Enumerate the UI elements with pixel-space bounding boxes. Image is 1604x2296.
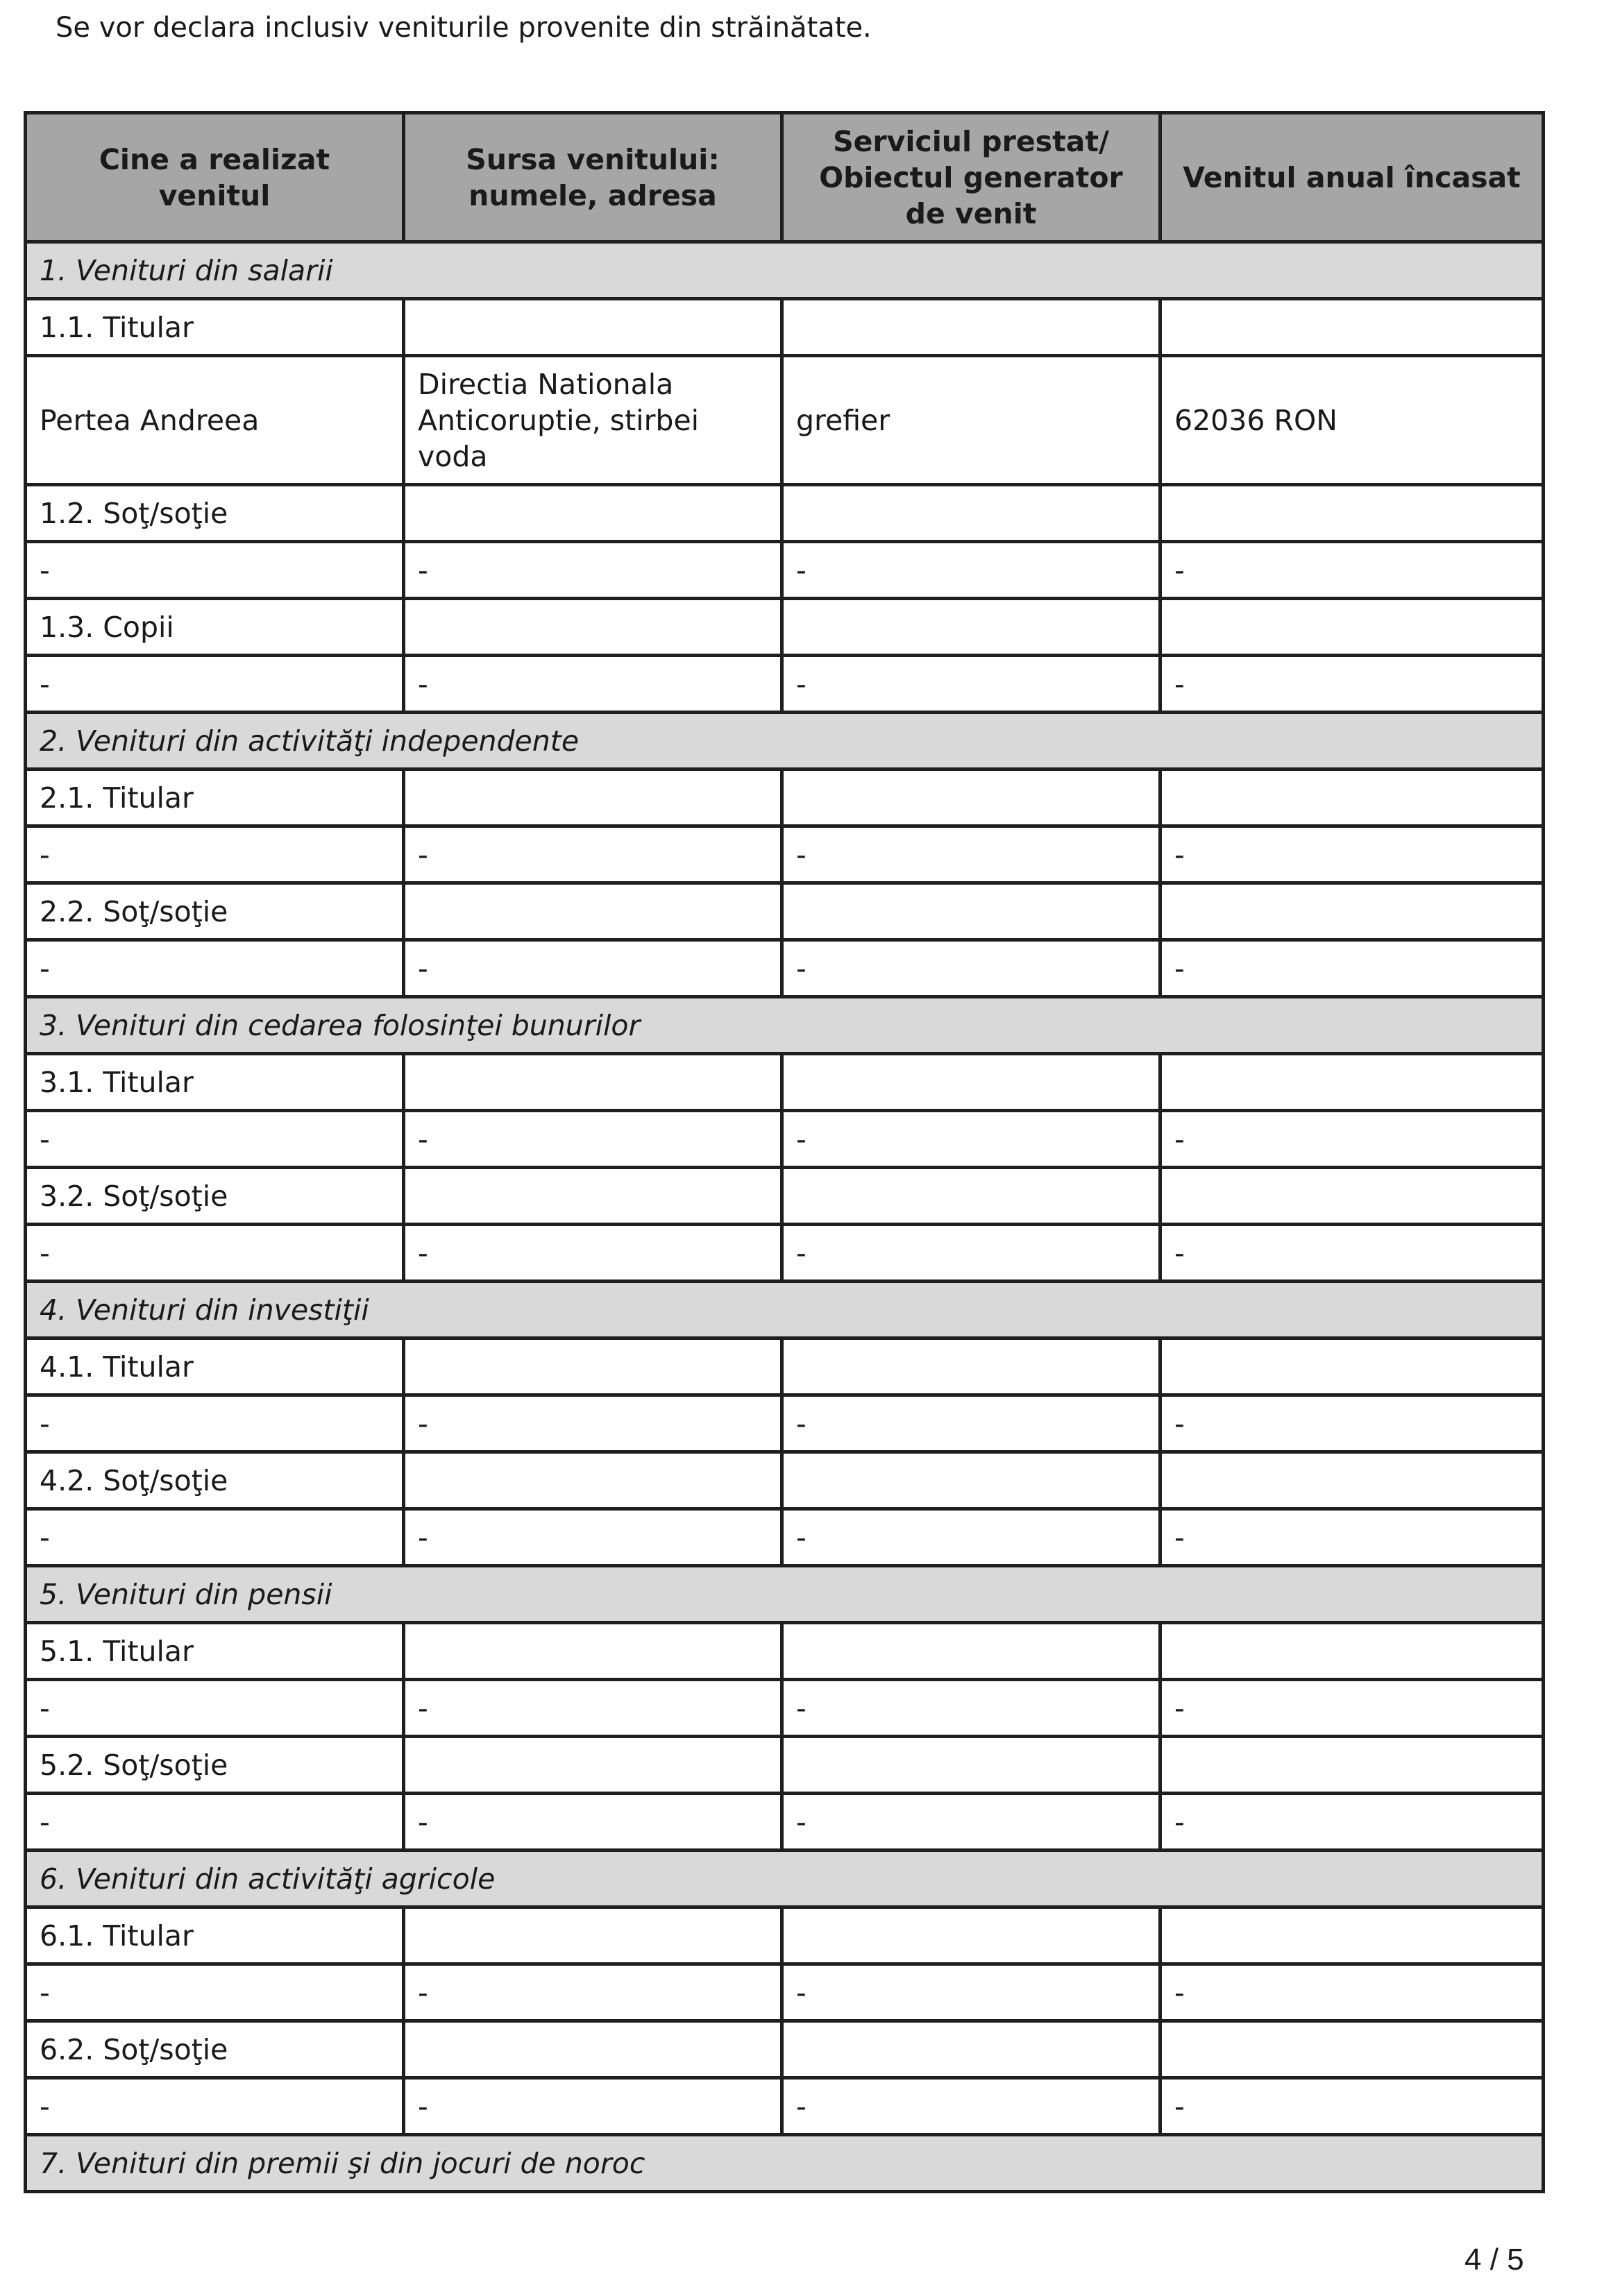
section-label: 2. Venituri din activităţi independente bbox=[26, 713, 1544, 769]
section-label: 4. Venituri din investiţii bbox=[26, 1282, 1544, 1338]
cell-source bbox=[404, 883, 782, 940]
cell-service: - bbox=[782, 1680, 1160, 1737]
table-row bbox=[26, 1225, 1544, 1282]
cell-service bbox=[782, 485, 1160, 542]
table-row bbox=[26, 1338, 1544, 1395]
table-row bbox=[26, 1737, 1544, 1794]
table-row bbox=[26, 2078, 1544, 2135]
cell-income: - bbox=[1160, 2078, 1544, 2135]
table-row bbox=[26, 1054, 1544, 1111]
cell-service bbox=[782, 299, 1160, 356]
cell-income bbox=[1160, 485, 1544, 542]
cell-income: - bbox=[1160, 940, 1544, 997]
cell-who: - bbox=[26, 542, 404, 599]
cell-source bbox=[404, 485, 782, 542]
cell-income bbox=[1160, 599, 1544, 656]
cell-income: - bbox=[1160, 1509, 1544, 1566]
cell-income: - bbox=[1160, 826, 1544, 883]
cell-who: 1.3. Copii bbox=[26, 599, 404, 656]
cell-who: 5.2. Soţ/soţie bbox=[26, 1737, 404, 1794]
section-label: 7. Venituri din premii şi din jocuri de noroc bbox=[26, 2135, 1544, 2192]
table-row bbox=[26, 1168, 1544, 1225]
cell-income bbox=[1160, 1907, 1544, 1964]
cell-who: - bbox=[26, 2078, 404, 2135]
cell-who: - bbox=[26, 1395, 404, 1452]
section-row bbox=[26, 997, 1544, 1054]
section-label: 3. Venituri din cedarea folosinţei bunurilor bbox=[26, 997, 1544, 1054]
cell-service: - bbox=[782, 940, 1160, 997]
table-row bbox=[26, 485, 1544, 542]
cell-source: - bbox=[404, 1395, 782, 1452]
cell-who: - bbox=[26, 940, 404, 997]
cell-who: Pertea Andreea bbox=[26, 356, 404, 485]
cell-who: - bbox=[26, 1509, 404, 1566]
table-row bbox=[26, 940, 1544, 997]
section-label: 1. Venituri din salarii bbox=[26, 242, 1544, 299]
cell-who: 5.1. Titular bbox=[26, 1623, 404, 1680]
table-row bbox=[26, 1623, 1544, 1680]
table-row bbox=[26, 656, 1544, 713]
cell-income: 62036 RON bbox=[1160, 356, 1544, 485]
cell-source bbox=[404, 1907, 782, 1964]
cell-who: 6.1. Titular bbox=[26, 1907, 404, 1964]
table-row bbox=[26, 826, 1544, 883]
cell-service bbox=[782, 769, 1160, 826]
cell-source: - bbox=[404, 656, 782, 713]
cell-income bbox=[1160, 1168, 1544, 1225]
cell-source: Directia Nationala Anticoruptie, stirbei voda bbox=[404, 356, 782, 485]
cell-income bbox=[1160, 1338, 1544, 1395]
cell-who: 1.2. Soţ/soţie bbox=[26, 485, 404, 542]
table-row bbox=[26, 599, 1544, 656]
cell-source: - bbox=[404, 2078, 782, 2135]
cell-income bbox=[1160, 1737, 1544, 1794]
cell-source bbox=[404, 1338, 782, 1395]
page-number: 4 / 5 bbox=[1464, 2243, 1524, 2277]
cell-service: - bbox=[782, 826, 1160, 883]
cell-service bbox=[782, 1168, 1160, 1225]
cell-income: - bbox=[1160, 1680, 1544, 1737]
cell-who: 4.2. Soţ/soţie bbox=[26, 1452, 404, 1509]
cell-service bbox=[782, 1907, 1160, 1964]
section-row bbox=[26, 713, 1544, 769]
cell-income bbox=[1160, 1452, 1544, 1509]
cell-source bbox=[404, 1623, 782, 1680]
header-who: Cine a realizat venitul bbox=[26, 113, 404, 242]
cell-service bbox=[782, 2021, 1160, 2078]
cell-who: - bbox=[26, 1225, 404, 1282]
table-row bbox=[26, 1964, 1544, 2021]
cell-service bbox=[782, 1737, 1160, 1794]
cell-income bbox=[1160, 2021, 1544, 2078]
cell-source bbox=[404, 769, 782, 826]
cell-source: - bbox=[404, 1794, 782, 1851]
section-row bbox=[26, 2135, 1544, 2192]
table-row bbox=[26, 356, 1544, 485]
table-row bbox=[26, 2021, 1544, 2078]
header-service: Serviciul prestat/ Obiectul generator de venit bbox=[782, 113, 1160, 242]
cell-who: 4.1. Titular bbox=[26, 1338, 404, 1395]
cell-source: - bbox=[404, 1111, 782, 1168]
section-label: 5. Venituri din pensii bbox=[26, 1566, 1544, 1623]
cell-source: - bbox=[404, 940, 782, 997]
cell-service: - bbox=[782, 2078, 1160, 2135]
table-row bbox=[26, 769, 1544, 826]
cell-who: - bbox=[26, 1680, 404, 1737]
cell-income bbox=[1160, 769, 1544, 826]
cell-who: 3.2. Soţ/soţie bbox=[26, 1168, 404, 1225]
cell-who: - bbox=[26, 656, 404, 713]
header-row bbox=[26, 113, 1544, 242]
cell-source: - bbox=[404, 542, 782, 599]
table-row bbox=[26, 883, 1544, 940]
table-row bbox=[26, 1509, 1544, 1566]
cell-source bbox=[404, 1054, 782, 1111]
cell-income: - bbox=[1160, 1794, 1544, 1851]
section-row bbox=[26, 1851, 1544, 1907]
cell-source bbox=[404, 1168, 782, 1225]
table-row bbox=[26, 542, 1544, 599]
cell-service bbox=[782, 1623, 1160, 1680]
cell-income: - bbox=[1160, 1111, 1544, 1168]
cell-income: - bbox=[1160, 1225, 1544, 1282]
table-row bbox=[26, 299, 1544, 356]
table-row bbox=[26, 1680, 1544, 1737]
table-row bbox=[26, 1111, 1544, 1168]
table-row bbox=[26, 1452, 1544, 1509]
cell-who: 6.2. Soţ/soţie bbox=[26, 2021, 404, 2078]
cell-source bbox=[404, 2021, 782, 2078]
cell-source: - bbox=[404, 826, 782, 883]
cell-who: - bbox=[26, 1964, 404, 2021]
cell-service bbox=[782, 1452, 1160, 1509]
section-row bbox=[26, 1282, 1544, 1338]
cell-who: 2.1. Titular bbox=[26, 769, 404, 826]
section-row bbox=[26, 1566, 1544, 1623]
cell-income bbox=[1160, 883, 1544, 940]
cell-who: 3.1. Titular bbox=[26, 1054, 404, 1111]
cell-service: - bbox=[782, 1794, 1160, 1851]
cell-income: - bbox=[1160, 542, 1544, 599]
cell-source: - bbox=[404, 1964, 782, 2021]
cell-source: - bbox=[404, 1509, 782, 1566]
cell-income bbox=[1160, 1054, 1544, 1111]
cell-source bbox=[404, 299, 782, 356]
cell-income: - bbox=[1160, 1964, 1544, 2021]
cell-who: 2.2. Soţ/soţie bbox=[26, 883, 404, 940]
header-source: Sursa venitului: numele, adresa bbox=[404, 113, 782, 242]
header-annual-income: Venitul anual încasat bbox=[1160, 113, 1544, 242]
cell-service bbox=[782, 1338, 1160, 1395]
cell-source bbox=[404, 1737, 782, 1794]
section-row bbox=[26, 242, 1544, 299]
table-row bbox=[26, 1794, 1544, 1851]
table-row bbox=[26, 1907, 1544, 1964]
cell-income: - bbox=[1160, 1395, 1544, 1452]
cell-source bbox=[404, 1452, 782, 1509]
cell-service: - bbox=[782, 1964, 1160, 2021]
cell-source bbox=[404, 599, 782, 656]
cell-service bbox=[782, 599, 1160, 656]
cell-income: - bbox=[1160, 656, 1544, 713]
cell-who: - bbox=[26, 826, 404, 883]
cell-service: - bbox=[782, 1509, 1160, 1566]
cell-service bbox=[782, 1054, 1160, 1111]
intro-text: Se vor declara inclusiv veniturile provenite din străinătate. bbox=[56, 12, 872, 44]
cell-who: - bbox=[26, 1794, 404, 1851]
cell-service bbox=[782, 883, 1160, 940]
income-table bbox=[24, 111, 1545, 2193]
cell-source: - bbox=[404, 1680, 782, 1737]
cell-income bbox=[1160, 299, 1544, 356]
cell-service: - bbox=[782, 1225, 1160, 1282]
table-row bbox=[26, 1395, 1544, 1452]
cell-who: - bbox=[26, 1111, 404, 1168]
cell-who: 1.1. Titular bbox=[26, 299, 404, 356]
cell-service: - bbox=[782, 1395, 1160, 1452]
cell-income bbox=[1160, 1623, 1544, 1680]
section-label: 6. Venituri din activităţi agricole bbox=[26, 1851, 1544, 1907]
cell-service: - bbox=[782, 1111, 1160, 1168]
cell-service: - bbox=[782, 656, 1160, 713]
cell-service: grefier bbox=[782, 356, 1160, 485]
cell-service: - bbox=[782, 542, 1160, 599]
cell-source: - bbox=[404, 1225, 782, 1282]
